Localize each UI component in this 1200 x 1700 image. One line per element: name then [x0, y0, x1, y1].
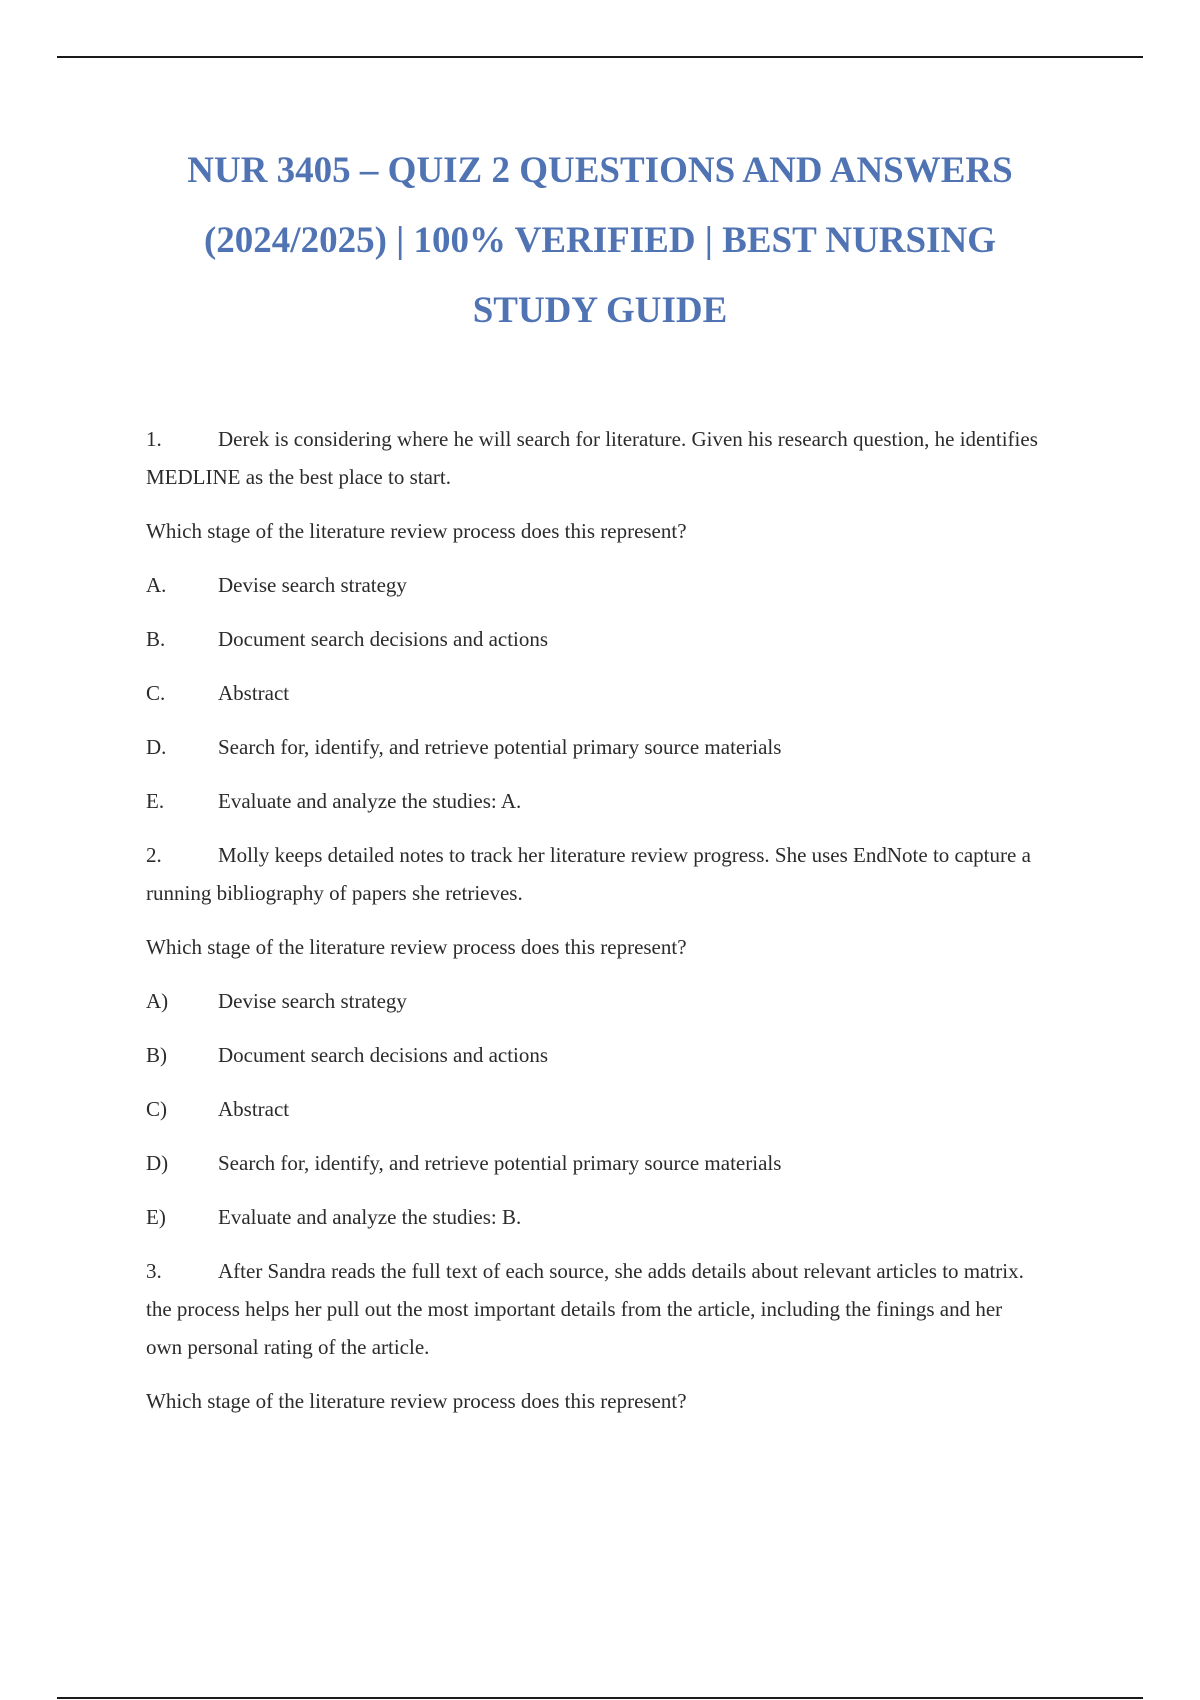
option-text: Abstract: [218, 681, 290, 705]
document-title: [100, 136, 1100, 346]
footer-rule: [57, 1697, 1143, 1699]
question-prompt: Which stage of the literature review process does this represent?: [146, 1389, 687, 1413]
option-label: A): [146, 989, 169, 1013]
answer-option: [146, 674, 1096, 712]
answer-option: [146, 1090, 1096, 1128]
option-label: A.: [146, 573, 167, 597]
option-label: C.: [146, 681, 166, 705]
title-line-1: NUR 3405 – QUIZ 2 QUESTIONS AND ANSWERS: [187, 150, 1013, 191]
answer-option: [146, 566, 1096, 604]
answer-option: [146, 1144, 1096, 1182]
option-label: B.: [146, 627, 166, 651]
answer-option: [146, 1198, 1096, 1236]
question-text-continued: MEDLINE as the best place to start.: [146, 465, 451, 489]
header-rule: [57, 56, 1143, 58]
question-text: 1. Derek is considering where he will search for literature. Given his research question, he identifies: [146, 420, 1096, 458]
quiz-body: [146, 420, 1096, 1420]
option-text: Evaluate and analyze the studies: B.: [218, 1205, 522, 1229]
question-text: 3. After Sandra reads the full text of each source, she adds details about relevant articles to matrix.: [146, 1252, 1096, 1290]
option-label: D): [146, 1151, 169, 1175]
question-text: 2. Molly keeps detailed notes to track her literature review progress. She uses EndNote to capture a: [146, 836, 1096, 874]
answer-option: [146, 982, 1096, 1020]
question-number: 1.: [146, 427, 162, 451]
option-label: E.: [146, 789, 165, 813]
option-label: E): [146, 1205, 166, 1229]
question-1: [146, 420, 1096, 820]
question-text-continued: own personal rating of the article.: [146, 1335, 430, 1359]
option-text: Evaluate and analyze the studies: A.: [218, 789, 522, 813]
question-2: [146, 836, 1096, 1236]
option-text: Devise search strategy: [218, 989, 407, 1013]
option-text: Document search decisions and actions: [218, 1043, 549, 1067]
option-text: Document search decisions and actions: [218, 627, 549, 651]
question-prompt: Which stage of the literature review process does this represent?: [146, 519, 687, 543]
option-text: Abstract: [218, 1097, 290, 1121]
question-number: 2.: [146, 843, 162, 867]
option-text: Devise search strategy: [218, 573, 407, 597]
answer-option: [146, 620, 1096, 658]
answer-option: [146, 728, 1096, 766]
question-number: 3.: [146, 1259, 162, 1283]
answer-option: [146, 1036, 1096, 1074]
option-text: Search for, identify, and retrieve potential primary source materials: [218, 735, 782, 759]
question-3: [146, 1252, 1096, 1420]
question-text-continued: the process helps her pull out the most important details from the article, including the finings and her: [146, 1297, 1003, 1321]
option-text: Search for, identify, and retrieve potential primary source materials: [218, 1151, 782, 1175]
question-text-continued: running bibliography of papers she retrieves.: [146, 881, 523, 905]
question-prompt: Which stage of the literature review process does this represent?: [146, 935, 687, 959]
option-label: B): [146, 1043, 167, 1067]
title-line-2: (2024/2025) | 100% VERIFIED | BEST NURSING: [203, 220, 997, 261]
option-label: C): [146, 1097, 167, 1121]
title-line-3: STUDY GUIDE: [472, 290, 728, 331]
option-label: D.: [146, 735, 167, 759]
answer-option: [146, 782, 1096, 820]
